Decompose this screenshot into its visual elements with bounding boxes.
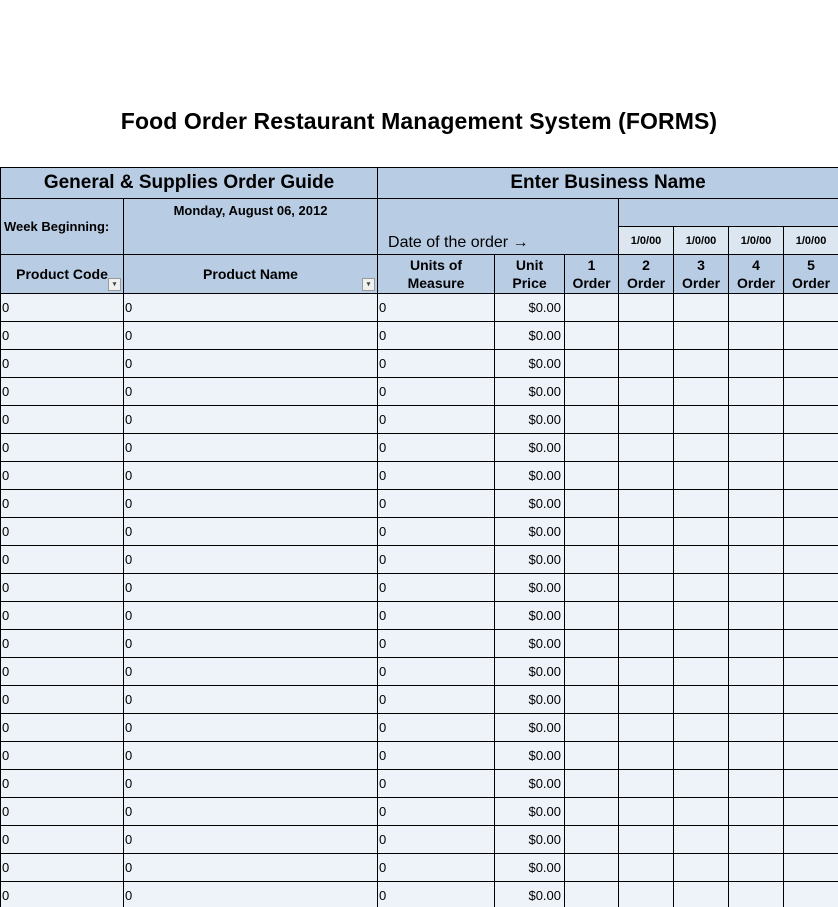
table-row <box>1 490 838 518</box>
order-label: Order <box>572 275 611 291</box>
units-cell[interactable]: 0 <box>378 686 495 714</box>
product-name-cell[interactable]: 0 <box>124 714 378 742</box>
order-label: Order <box>791 275 831 291</box>
product-name-cell[interactable]: 0 <box>124 462 378 490</box>
table-row <box>1 658 838 686</box>
product-name-cell[interactable]: 0 <box>124 350 378 378</box>
order-3-cell[interactable] <box>674 854 729 882</box>
order-1-cell[interactable] <box>565 602 619 630</box>
order-1-cell[interactable] <box>565 406 619 434</box>
order-2-cell[interactable] <box>619 686 674 714</box>
order-1-cell[interactable] <box>565 462 619 490</box>
product-name-cell[interactable]: 0 <box>124 658 378 686</box>
table-row <box>1 630 838 658</box>
product-name-cell[interactable]: 0 <box>124 406 378 434</box>
page-title: Food Order Restaurant Management System (FORMS) <box>120 108 718 134</box>
product-code-cell[interactable]: 0 <box>1 350 124 378</box>
order-3-cell[interactable] <box>674 770 729 798</box>
order-number: 4 <box>752 257 760 273</box>
order-4-cell[interactable] <box>729 350 784 378</box>
order-5-cell[interactable] <box>784 462 838 490</box>
unit-price-cell[interactable]: $0.00 <box>495 434 565 462</box>
order-4-cell[interactable] <box>729 658 784 686</box>
order-3-cell[interactable] <box>674 714 729 742</box>
unit-price-cell[interactable]: $0.00 <box>495 322 565 350</box>
order-number: 5 <box>807 257 815 273</box>
order-3-cell[interactable] <box>674 406 729 434</box>
order-3-cell[interactable] <box>674 546 729 574</box>
unit-price-cell[interactable]: $0.00 <box>495 490 565 518</box>
order-5-cell[interactable] <box>784 826 838 854</box>
product-code-cell[interactable]: 0 <box>1 602 124 630</box>
order-5-cell[interactable] <box>784 490 838 518</box>
order-5-cell[interactable] <box>784 630 838 658</box>
product-name-cell[interactable]: 0 <box>124 826 378 854</box>
product-name-cell[interactable]: 0 <box>124 378 378 406</box>
product-name-cell[interactable]: 0 <box>124 882 378 907</box>
order-1-cell[interactable] <box>565 378 619 406</box>
order-date-1[interactable]: 1/0/00 <box>619 227 674 255</box>
unit-price-cell[interactable]: $0.00 <box>495 658 565 686</box>
product-code-label: Product Code <box>16 266 108 282</box>
order-number: 3 <box>697 257 705 273</box>
product-code-cell[interactable]: 0 <box>1 798 124 826</box>
unit-price-cell[interactable]: $0.00 <box>495 630 565 658</box>
table-row <box>1 294 838 322</box>
product-name-cell[interactable]: 0 <box>124 518 378 546</box>
col-units-of-measure <box>378 255 495 294</box>
table-row <box>1 350 838 378</box>
unit-price-cell[interactable]: $0.00 <box>495 854 565 882</box>
order-3-cell[interactable] <box>674 630 729 658</box>
product-name-cell[interactable]: 0 <box>124 742 378 770</box>
units-cell[interactable]: 0 <box>378 546 495 574</box>
order-2-cell[interactable] <box>619 882 674 907</box>
units-cell[interactable]: 0 <box>378 770 495 798</box>
order-4-cell[interactable] <box>729 462 784 490</box>
order-3-cell[interactable] <box>674 518 729 546</box>
product-code-cell[interactable]: 0 <box>1 322 124 350</box>
order-2-cell[interactable] <box>619 434 674 462</box>
order-3-cell[interactable] <box>674 574 729 602</box>
units-cell[interactable]: 0 <box>378 462 495 490</box>
order-5-cell[interactable] <box>784 322 838 350</box>
unit-price-cell[interactable]: $0.00 <box>495 826 565 854</box>
order-1-cell[interactable] <box>565 490 619 518</box>
table-row <box>1 378 838 406</box>
table-row <box>1 518 838 546</box>
product-name-cell[interactable]: 0 <box>124 574 378 602</box>
order-2-cell[interactable] <box>619 462 674 490</box>
unit-price-cell[interactable]: $0.00 <box>495 294 565 322</box>
units-cell[interactable]: 0 <box>378 714 495 742</box>
order-4-cell[interactable] <box>729 882 784 907</box>
product-name-cell[interactable]: 0 <box>124 546 378 574</box>
product-code-filter-icon[interactable]: ▾ <box>108 278 121 291</box>
order-4-cell[interactable] <box>729 406 784 434</box>
order-3-cell[interactable] <box>674 462 729 490</box>
product-code-cell[interactable]: 0 <box>1 742 124 770</box>
product-code-cell[interactable]: 0 <box>1 378 124 406</box>
order-5-cell[interactable] <box>784 378 838 406</box>
order-5-cell[interactable] <box>784 602 838 630</box>
unit-price-cell[interactable]: $0.00 <box>495 798 565 826</box>
units-label-line1: Units of <box>409 257 463 273</box>
order-2-cell[interactable] <box>619 658 674 686</box>
date-header-spacer <box>619 199 838 227</box>
order-4-cell[interactable] <box>729 294 784 322</box>
order-4-cell[interactable] <box>729 490 784 518</box>
product-name-cell[interactable]: 0 <box>124 770 378 798</box>
product-code-cell[interactable]: 0 <box>1 658 124 686</box>
order-3-cell[interactable] <box>674 490 729 518</box>
units-cell[interactable]: 0 <box>378 294 495 322</box>
col-order-1 <box>565 255 619 294</box>
units-cell[interactable]: 0 <box>378 882 495 907</box>
order-1-cell[interactable] <box>565 574 619 602</box>
product-name-cell[interactable]: 0 <box>124 686 378 714</box>
order-3-cell[interactable] <box>674 350 729 378</box>
units-cell[interactable]: 0 <box>378 490 495 518</box>
order-3-cell[interactable] <box>674 882 729 907</box>
unit-price-cell[interactable]: $0.00 <box>495 546 565 574</box>
order-number: 1 <box>587 257 596 273</box>
product-code-cell[interactable]: 0 <box>1 574 124 602</box>
product-name-cell[interactable]: 0 <box>124 630 378 658</box>
product-code-cell[interactable]: 0 <box>1 518 124 546</box>
order-label: Order <box>626 275 666 291</box>
unit-price-cell[interactable]: $0.00 <box>495 378 565 406</box>
order-4-cell[interactable] <box>729 546 784 574</box>
product-name-label: Product Name <box>203 266 298 282</box>
order-1-cell[interactable] <box>565 630 619 658</box>
week-beginning-value[interactable]: Monday, August 06, 2012 <box>124 199 378 255</box>
order-4-cell[interactable] <box>729 770 784 798</box>
table-row <box>1 406 838 434</box>
order-5-cell[interactable] <box>784 518 838 546</box>
order-4-cell[interactable] <box>729 742 784 770</box>
col-product-name <box>124 255 378 294</box>
units-cell[interactable]: 0 <box>378 322 495 350</box>
price-label-line1: Unit <box>515 257 544 273</box>
order-2-cell[interactable] <box>619 742 674 770</box>
order-2-cell[interactable] <box>619 378 674 406</box>
table-row <box>1 742 838 770</box>
order-1-cell[interactable] <box>565 798 619 826</box>
order-1-cell[interactable] <box>565 658 619 686</box>
order-4-cell[interactable] <box>729 322 784 350</box>
order-2-cell[interactable] <box>619 518 674 546</box>
order-2-cell[interactable] <box>619 770 674 798</box>
col-unit-price <box>495 255 565 294</box>
units-cell[interactable]: 0 <box>378 574 495 602</box>
units-cell[interactable]: 0 <box>378 826 495 854</box>
order-label: Order <box>736 275 776 291</box>
unit-price-cell[interactable]: $0.00 <box>495 602 565 630</box>
order-3-cell[interactable] <box>674 378 729 406</box>
order-5-cell[interactable] <box>784 350 838 378</box>
order-3-cell[interactable] <box>674 658 729 686</box>
date-of-order-label: Date of the order → <box>378 199 619 255</box>
order-3-cell[interactable] <box>674 602 729 630</box>
col-order-4 <box>729 255 784 294</box>
order-1-cell[interactable] <box>565 434 619 462</box>
order-3-cell[interactable] <box>674 742 729 770</box>
order-1-cell[interactable] <box>565 826 619 854</box>
order-5-cell[interactable] <box>784 798 838 826</box>
units-cell[interactable]: 0 <box>378 630 495 658</box>
order-5-cell[interactable] <box>784 742 838 770</box>
order-date-2[interactable]: 1/0/00 <box>674 227 729 255</box>
order-4-cell[interactable] <box>729 798 784 826</box>
order-5-cell[interactable] <box>784 546 838 574</box>
product-code-cell[interactable]: 0 <box>1 686 124 714</box>
units-cell[interactable]: 0 <box>378 742 495 770</box>
business-name-cell[interactable]: Enter Business Name <box>378 168 838 199</box>
unit-price-cell[interactable]: $0.00 <box>495 406 565 434</box>
product-name-cell[interactable]: 0 <box>124 322 378 350</box>
col-order-2 <box>619 255 674 294</box>
order-label: Order <box>681 275 721 291</box>
order-2-cell[interactable] <box>619 322 674 350</box>
order-2-cell[interactable] <box>619 350 674 378</box>
table-row <box>1 546 838 574</box>
week-beginning-label: Week Beginning: <box>1 199 124 255</box>
order-date-4[interactable]: 1/0/00 <box>784 227 838 255</box>
order-4-cell[interactable] <box>729 574 784 602</box>
order-5-cell[interactable] <box>784 770 838 798</box>
table-row <box>1 322 838 350</box>
units-cell[interactable]: 0 <box>378 798 495 826</box>
order-2-cell[interactable] <box>619 546 674 574</box>
unit-price-cell[interactable]: $0.00 <box>495 686 565 714</box>
units-cell[interactable]: 0 <box>378 434 495 462</box>
price-label-line2: Price <box>512 275 547 291</box>
order-5-cell[interactable] <box>784 294 838 322</box>
order-2-cell[interactable] <box>619 294 674 322</box>
order-2-cell[interactable] <box>619 630 674 658</box>
table-row <box>1 714 838 742</box>
product-code-cell[interactable]: 0 <box>1 294 124 322</box>
product-name-cell[interactable]: 0 <box>124 490 378 518</box>
product-code-cell[interactable]: 0 <box>1 854 124 882</box>
table-row <box>1 574 838 602</box>
product-code-cell[interactable]: 0 <box>1 434 124 462</box>
order-1-cell[interactable] <box>565 518 619 546</box>
order-1-cell[interactable] <box>565 854 619 882</box>
order-3-cell[interactable] <box>674 686 729 714</box>
order-4-cell[interactable] <box>729 518 784 546</box>
order-number: 2 <box>642 257 650 273</box>
table-row <box>1 462 838 490</box>
unit-price-cell[interactable]: $0.00 <box>495 714 565 742</box>
table-row <box>1 882 838 907</box>
order-2-cell[interactable] <box>619 798 674 826</box>
product-name-cell[interactable]: 0 <box>124 602 378 630</box>
order-1-cell[interactable] <box>565 770 619 798</box>
col-product-code <box>1 255 124 294</box>
product-code-cell[interactable]: 0 <box>1 490 124 518</box>
order-5-cell[interactable] <box>784 714 838 742</box>
table-row <box>1 854 838 882</box>
order-1-cell[interactable] <box>565 546 619 574</box>
order-5-cell[interactable] <box>784 854 838 882</box>
order-5-cell[interactable] <box>784 686 838 714</box>
product-code-cell[interactable]: 0 <box>1 882 124 907</box>
units-label-line2: Measure <box>407 275 465 291</box>
product-name-cell[interactable]: 0 <box>124 294 378 322</box>
order-1-cell[interactable] <box>565 882 619 907</box>
unit-price-cell[interactable]: $0.00 <box>495 574 565 602</box>
unit-price-cell[interactable]: $0.00 <box>495 350 565 378</box>
order-4-cell[interactable] <box>729 686 784 714</box>
order-1-cell[interactable] <box>565 742 619 770</box>
unit-price-cell[interactable]: $0.00 <box>495 742 565 770</box>
product-name-cell[interactable]: 0 <box>124 798 378 826</box>
order-2-cell[interactable] <box>619 574 674 602</box>
order-5-cell[interactable] <box>784 406 838 434</box>
units-cell[interactable]: 0 <box>378 658 495 686</box>
col-order-3 <box>674 255 729 294</box>
order-2-cell[interactable] <box>619 602 674 630</box>
order-1-cell[interactable] <box>565 714 619 742</box>
table-row <box>1 434 838 462</box>
units-cell[interactable]: 0 <box>378 602 495 630</box>
unit-price-cell[interactable]: $0.00 <box>495 462 565 490</box>
order-4-cell[interactable] <box>729 378 784 406</box>
order-4-cell[interactable] <box>729 630 784 658</box>
order-4-cell[interactable] <box>729 826 784 854</box>
units-cell[interactable]: 0 <box>378 854 495 882</box>
order-4-cell[interactable] <box>729 854 784 882</box>
product-code-cell[interactable]: 0 <box>1 406 124 434</box>
order-3-cell[interactable] <box>674 798 729 826</box>
table-row <box>1 602 838 630</box>
product-code-cell[interactable]: 0 <box>1 462 124 490</box>
table-row <box>1 826 838 854</box>
product-code-cell[interactable]: 0 <box>1 714 124 742</box>
order-guide-table <box>0 167 838 907</box>
order-4-cell[interactable] <box>729 602 784 630</box>
order-2-cell[interactable] <box>619 826 674 854</box>
product-name-cell[interactable]: 0 <box>124 434 378 462</box>
table-row <box>1 686 838 714</box>
units-cell[interactable]: 0 <box>378 378 495 406</box>
order-4-cell[interactable] <box>729 434 784 462</box>
order-4-cell[interactable] <box>729 714 784 742</box>
guide-title: General & Supplies Order Guide <box>1 168 378 199</box>
order-2-cell[interactable] <box>619 490 674 518</box>
order-1-cell[interactable] <box>565 294 619 322</box>
table-row <box>1 770 838 798</box>
unit-price-cell[interactable]: $0.00 <box>495 518 565 546</box>
order-3-cell[interactable] <box>674 294 729 322</box>
order-1-cell[interactable] <box>565 350 619 378</box>
col-order-5 <box>784 255 838 294</box>
order-1-cell[interactable] <box>565 322 619 350</box>
order-3-cell[interactable] <box>674 434 729 462</box>
product-name-filter-icon[interactable]: ▾ <box>362 278 375 291</box>
units-cell[interactable]: 0 <box>378 350 495 378</box>
product-code-cell[interactable]: 0 <box>1 770 124 798</box>
order-1-cell[interactable] <box>565 686 619 714</box>
order-5-cell[interactable] <box>784 882 838 907</box>
product-code-cell[interactable]: 0 <box>1 630 124 658</box>
product-name-cell[interactable]: 0 <box>124 854 378 882</box>
order-2-cell[interactable] <box>619 854 674 882</box>
order-3-cell[interactable] <box>674 826 729 854</box>
units-cell[interactable]: 0 <box>378 406 495 434</box>
order-date-3[interactable]: 1/0/00 <box>729 227 784 255</box>
product-code-cell[interactable]: 0 <box>1 546 124 574</box>
order-5-cell[interactable] <box>784 574 838 602</box>
order-5-cell[interactable] <box>784 434 838 462</box>
product-code-cell[interactable]: 0 <box>1 826 124 854</box>
unit-price-cell[interactable]: $0.00 <box>495 882 565 907</box>
table-row <box>1 798 838 826</box>
order-2-cell[interactable] <box>619 406 674 434</box>
order-3-cell[interactable] <box>674 322 729 350</box>
order-sheet <box>0 167 838 907</box>
order-2-cell[interactable] <box>619 714 674 742</box>
unit-price-cell[interactable]: $0.00 <box>495 770 565 798</box>
units-cell[interactable]: 0 <box>378 518 495 546</box>
order-5-cell[interactable] <box>784 658 838 686</box>
